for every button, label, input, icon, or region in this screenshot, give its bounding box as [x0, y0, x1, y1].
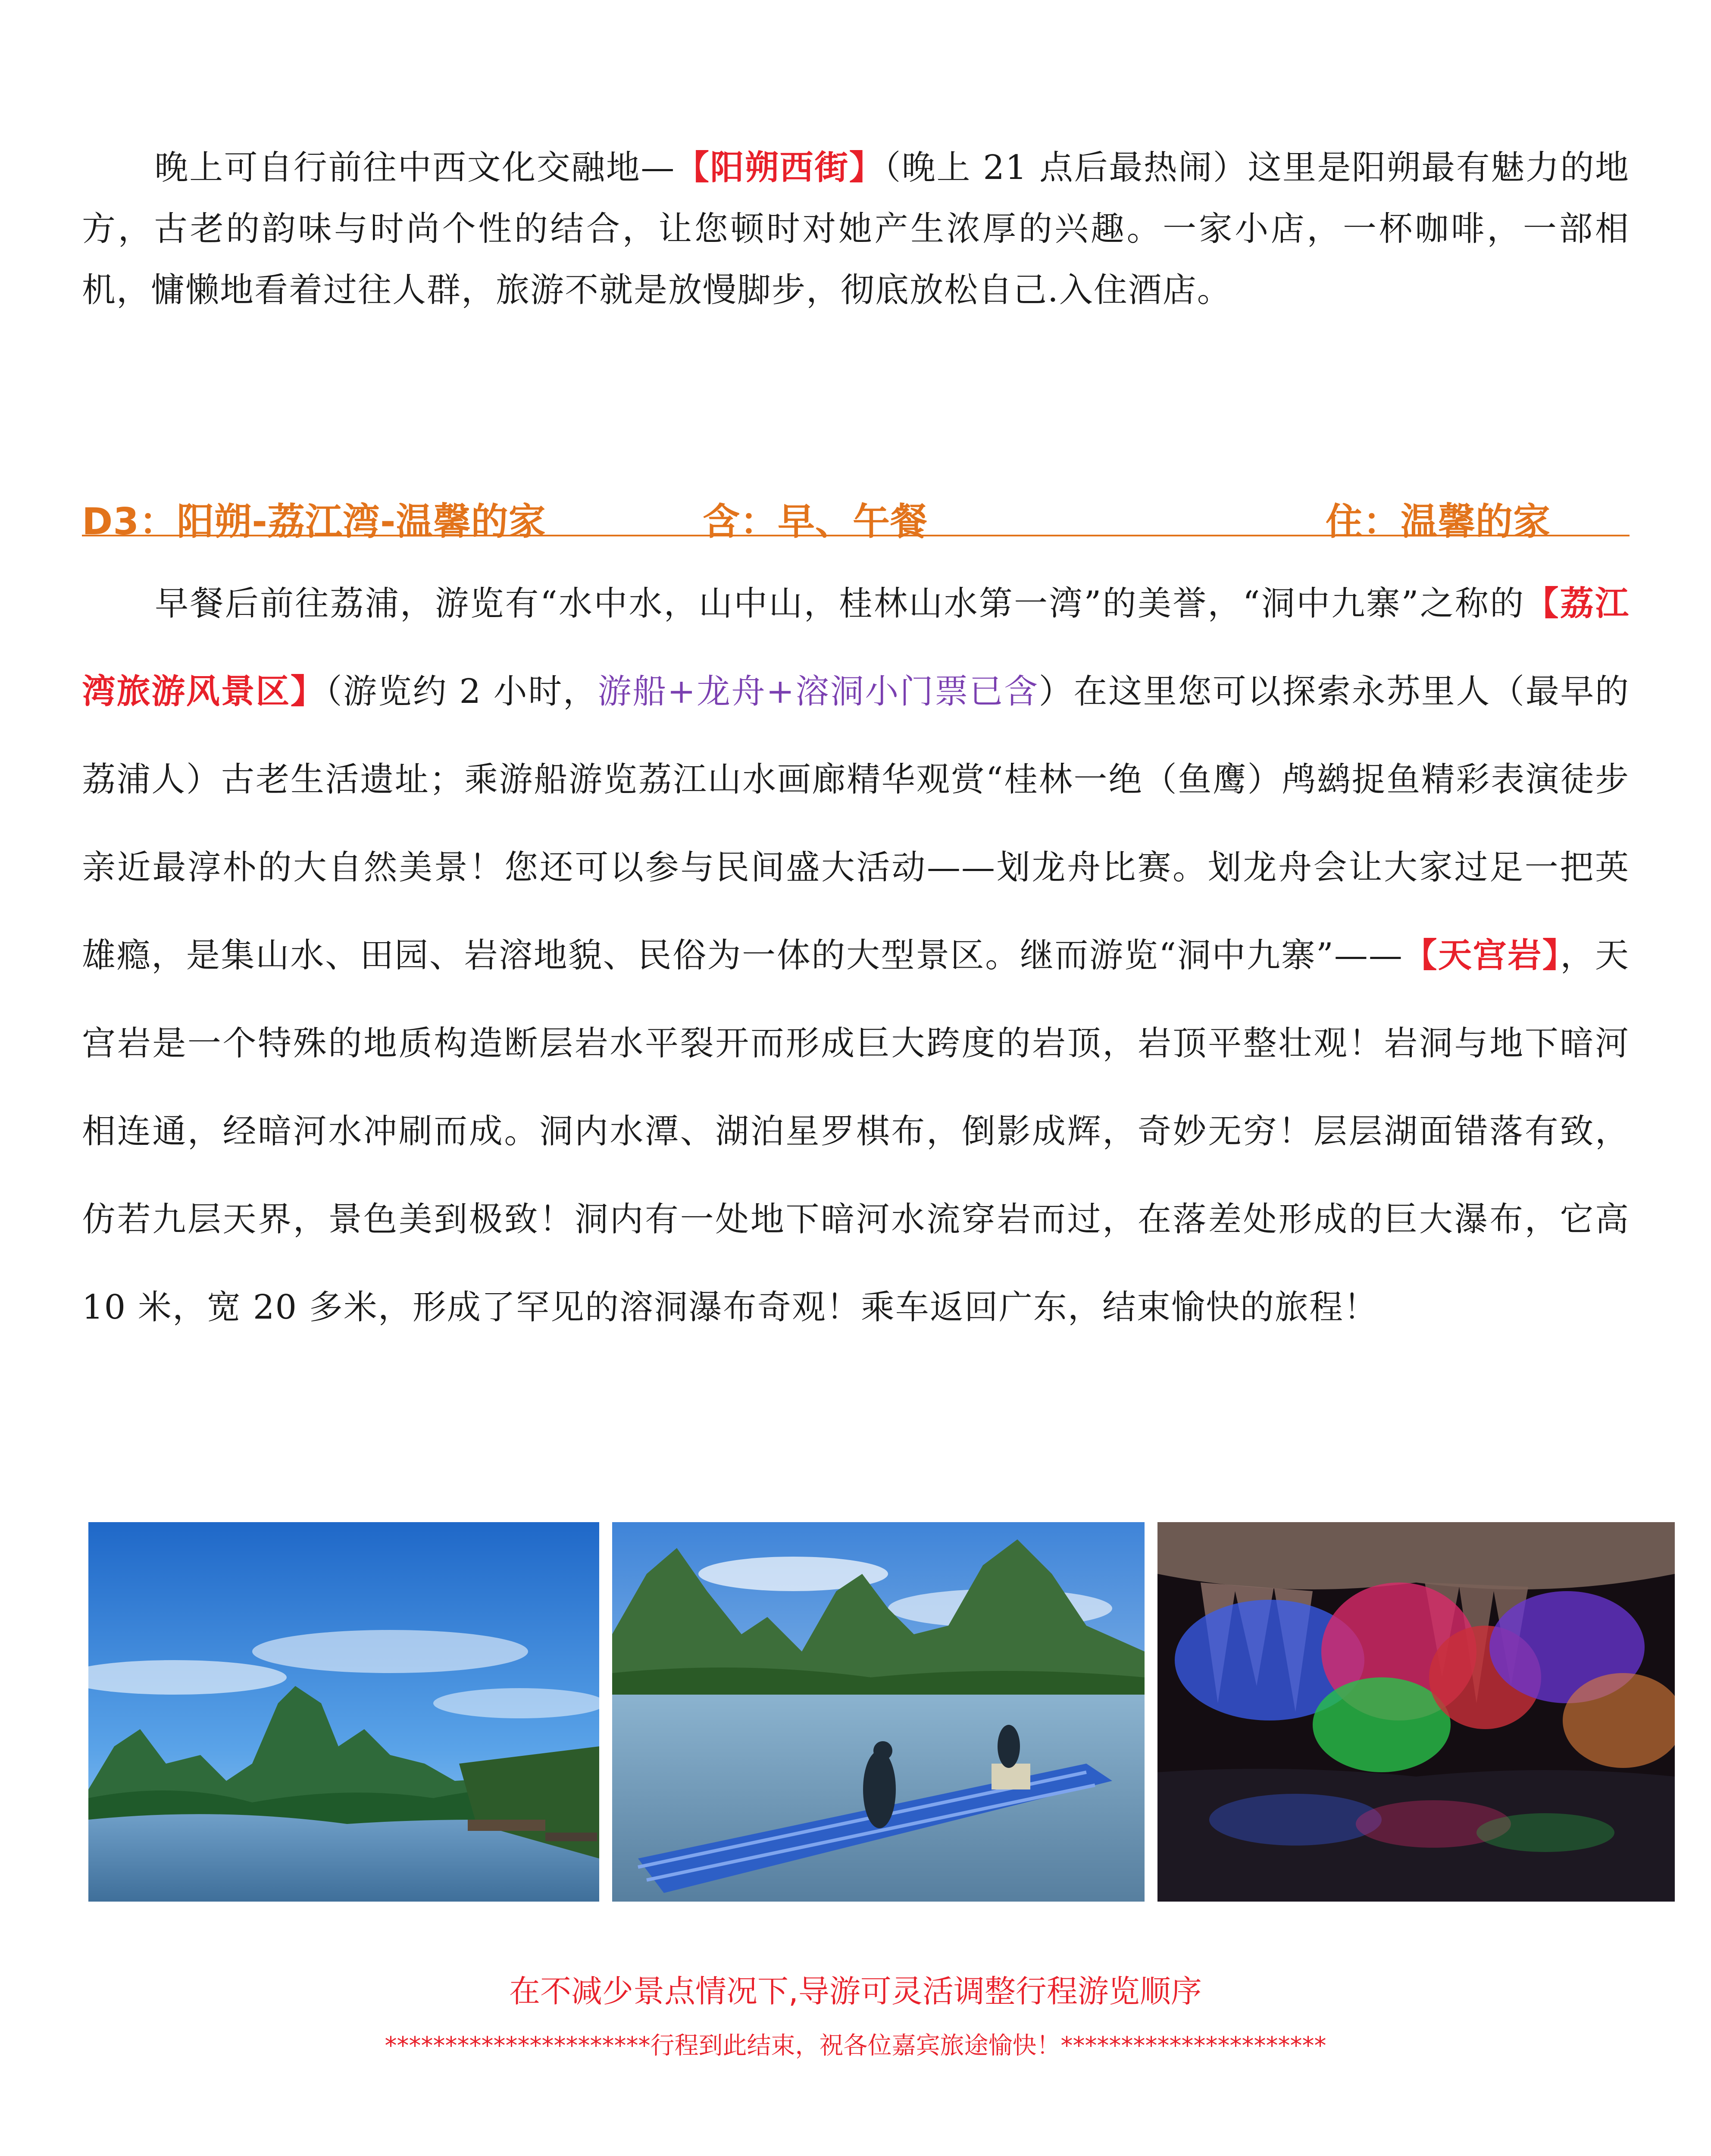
- paragraph-text: （晚上 21 点后最热闹）这里是阳朔最有魅力的地方，古老的韵味与时尚个性的结合，让您顿时对她产生浓厚的兴趣。一家小店，一杯咖啡，一部相机，慵懒地看着过往人群，旅游不就是放慢脚步，彻底放松自己.入住酒店。: [82, 148, 1630, 310]
- day3-route: D3：阳朔-荔江湾-温馨的家: [82, 500, 546, 543]
- paragraph-text: 晚上可自行前往中西文化交融地—: [154, 148, 676, 187]
- day3-meals: 含：早、午餐: [703, 500, 928, 543]
- day3-accommodation: 住：温馨的家: [1326, 500, 1551, 543]
- photo-cormorant-raft: [612, 1522, 1145, 1902]
- photo-river-karst: [88, 1522, 599, 1902]
- paragraph-text: （游览约 2 小时，: [325, 672, 598, 711]
- paragraph-text: ，天宫岩是一个特殊的地质构造断层岩水平裂开而形成巨大跨度的岩顶，岩顶平整壮观！岩洞与地下暗河相连通，经暗河水冲刷而成。洞内水潭、湖泊星罗棋布，倒影成辉，奇妙无穷！层层湖面错落有致，仿若九层天界，景色美到极致！洞内有一处地下暗河水流穿岩而过，在落差处形成的巨大瀑布，它高 10 米，宽 20 多米，形成了罕见的溶洞瀑布奇观！乘车返回广东，结束愉快的旅程！: [82, 936, 1630, 1327]
- itinerary-adjust-notice: 在不减少景点情况下,导游可灵活调整行程游览顺序: [509, 1973, 1202, 2009]
- itinerary-end-notice: **********************行程到此结束，祝各位嘉宾旅途愉快！**********************: [385, 2032, 1326, 2060]
- paragraph-xijie: [82, 137, 1630, 321]
- ticket-note: 游船+龙舟+溶洞小门票已含: [597, 672, 1039, 711]
- photo-karst-cave: [1157, 1522, 1675, 1902]
- highlight-tiangongyan: 【天宫岩】: [1403, 936, 1561, 975]
- header-underline: [82, 535, 1630, 536]
- highlight-west-street: 【阳朔西街】: [675, 148, 884, 187]
- highlight-lijiangwan: 【荔江湾旅游风景区】: [82, 584, 1630, 711]
- paragraph-text: ）在这里您可以探索永苏里人（最早的荔浦人）古老生活遗址；乘游船游览荔江山水画廊精华观赏“桂林一绝（鱼鹰）鸬鹚捉鱼精彩表演徒步亲近最淳朴的大自然美景！您还可以参与民间盛大活动——划龙舟比赛。划龙舟会让大家过足一把英雄瘾，是集山水、田园、岩溶地貌、民俗为一体的大型景区。继而游览“洞中九寨”——: [82, 672, 1630, 975]
- paragraph-lijiangwan: [82, 560, 1630, 1351]
- day3-header: [82, 483, 1630, 543]
- paragraph-text: 早餐后前往荔浦，游览有“水中水，山中山，桂林山水第一湾”的美誉，“洞中九寨”之称的: [154, 584, 1525, 623]
